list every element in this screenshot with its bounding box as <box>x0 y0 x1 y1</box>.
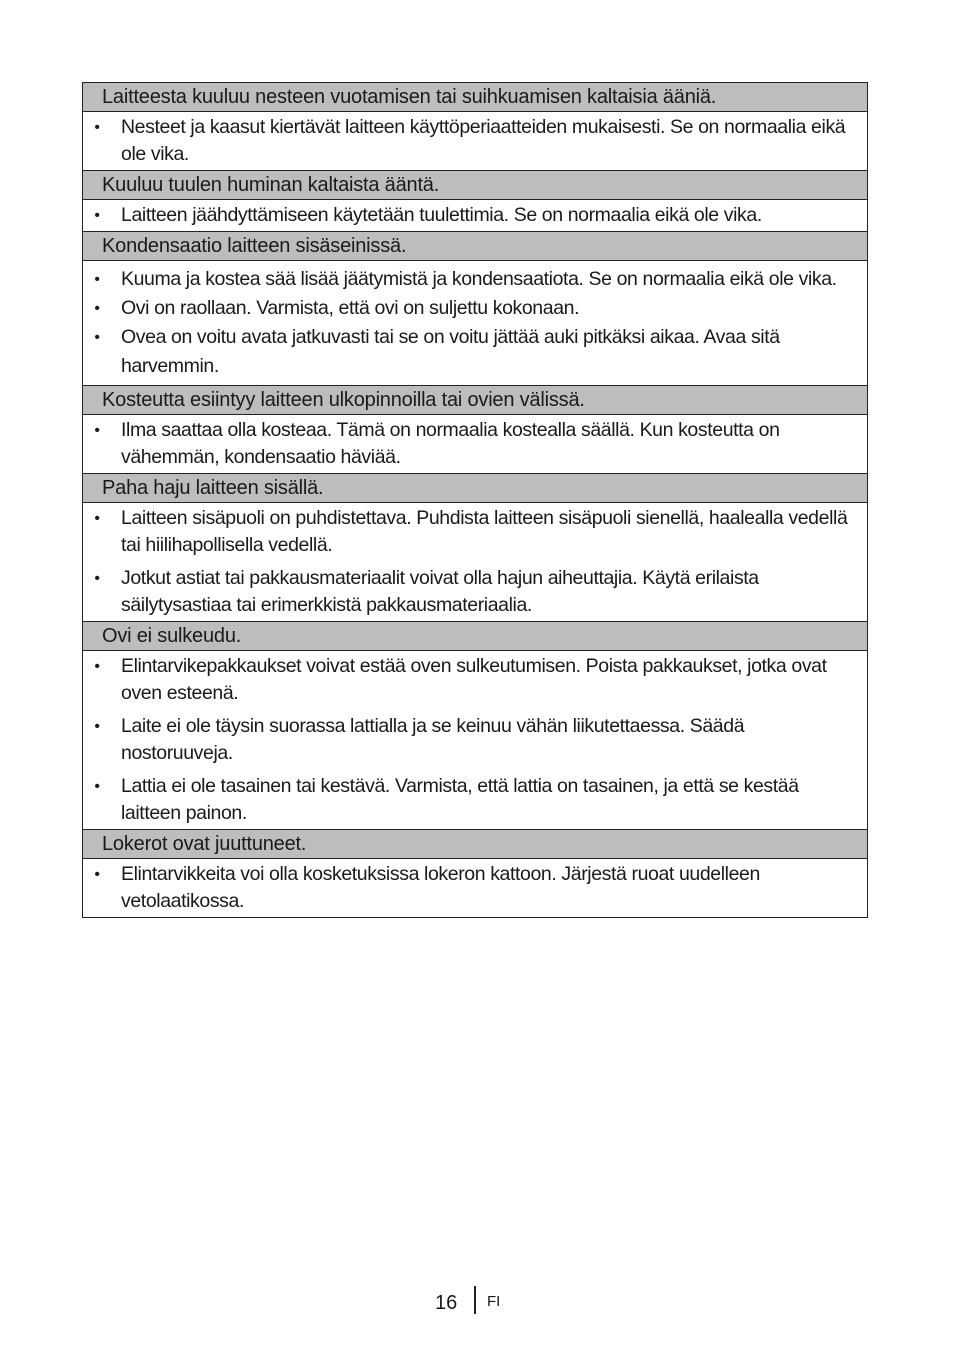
section-title: Laitteesta kuuluu nesteen vuotamisen tai suihkuamisen kaltaisia ääniä. <box>83 83 867 112</box>
section-door-not-closing <box>83 622 867 830</box>
list-item <box>83 114 867 168</box>
list-item <box>83 565 867 619</box>
list-item-text: Nesteet ja kaasut kiertävät laitteen käyttöperiaatteiden mukaisesti. Se on normaalia eikä ole vika. <box>121 116 846 165</box>
list-item <box>83 713 867 767</box>
bullet-icon: • <box>94 329 100 346</box>
troubleshooting-table <box>82 82 868 918</box>
list-item-text: Jotkut astiat tai pakkausmateriaalit voivat olla hajun aiheuttajia. Käytä erilaista säilytysastiaa tai erimerkkistä pakkausmateriaalia. <box>121 567 759 616</box>
list-item <box>83 294 867 323</box>
bullet-icon: • <box>94 119 100 136</box>
section-title: Ovi ei sulkeudu. <box>83 622 867 651</box>
bullet-icon: • <box>94 658 100 675</box>
section-title: Kuuluu tuulen huminan kaltaista ääntä. <box>83 171 867 200</box>
list-item-text: Laitteen jäähdyttämiseen käytetään tuulettimia. Se on normaalia eikä ole vika. <box>121 204 762 226</box>
section-title: Paha haju laitteen sisällä. <box>83 474 867 503</box>
footer-divider <box>474 1286 476 1314</box>
list-item <box>83 861 867 915</box>
list-item-text: Elintarvikepakkaukset voivat estää oven sulkeutumisen. Poista pakkaukset, jotka ovat oven esteenä. <box>121 655 827 704</box>
list-item-text: Laitteen sisäpuoli on puhdistettava. Puhdista laitteen sisäpuoli sienellä, haalealla vedellä tai hiilihapollisella vedellä. <box>121 507 848 556</box>
bullet-icon: • <box>94 778 100 795</box>
list-item <box>83 653 867 707</box>
list-item <box>83 202 867 229</box>
list-item-text: Ovea on voitu avata jatkuvasti tai se on voitu jättää auki pitkäksi aikaa. Avaa sitä harvemmin. <box>121 326 780 377</box>
section-bad-odor <box>83 474 867 622</box>
list-item <box>83 505 867 559</box>
section-body <box>83 112 867 171</box>
section-outer-moisture <box>83 386 867 474</box>
bullet-icon: • <box>94 207 100 224</box>
language-code: FI <box>487 1293 501 1310</box>
section-body <box>83 859 867 917</box>
bullet-icon: • <box>94 718 100 735</box>
section-title: Kosteutta esiintyy laitteen ulkopinnoilla tai ovien välissä. <box>83 386 867 415</box>
section-title: Lokerot ovat juuttuneet. <box>83 830 867 859</box>
section-drawers-stuck <box>83 830 867 917</box>
bullet-icon: • <box>94 271 100 288</box>
section-inner-condensation <box>83 232 867 386</box>
bullet-icon: • <box>94 866 100 883</box>
list-item <box>83 323 867 381</box>
list-item <box>83 265 867 294</box>
section-wind-noise <box>83 171 867 232</box>
list-item <box>83 417 867 471</box>
section-body <box>83 503 867 622</box>
section-body <box>83 200 867 232</box>
list-item-text: Kuuma ja kostea sää lisää jäätymistä ja kondensaatiota. Se on normaalia eikä ole vika. <box>121 268 837 290</box>
bullet-icon: • <box>94 300 100 317</box>
section-body <box>83 415 867 474</box>
section-title: Kondensaatio laitteen sisäseinissä. <box>83 232 867 261</box>
page-footer <box>0 1286 954 1318</box>
bullet-icon: • <box>94 570 100 587</box>
section-body <box>83 651 867 830</box>
list-item-text: Ovi on raollaan. Varmista, että ovi on suljettu kokonaan. <box>121 297 580 319</box>
bullet-icon: • <box>94 510 100 527</box>
list-item-text: Elintarvikkeita voi olla kosketuksissa lokeron kattoon. Järjestä ruoat uudelleen vetolaatikossa. <box>121 863 760 912</box>
bullet-icon: • <box>94 422 100 439</box>
section-leak-noise <box>83 83 867 171</box>
list-item-text: Lattia ei ole tasainen tai kestävä. Varmista, että lattia on tasainen, ja että se kestää laitteen painon. <box>121 775 799 824</box>
section-body <box>83 261 867 386</box>
page-number: 16 <box>435 1292 458 1314</box>
list-item <box>83 773 867 827</box>
list-item-text: Ilma saattaa olla kosteaa. Tämä on normaalia kostealla säällä. Kun kosteutta on vähemmän, kondensaatio häviää. <box>121 419 780 468</box>
list-item-text: Laite ei ole täysin suorassa lattialla ja se keinuu vähän liikutettaessa. Säädä nostoruuveja. <box>121 715 745 764</box>
